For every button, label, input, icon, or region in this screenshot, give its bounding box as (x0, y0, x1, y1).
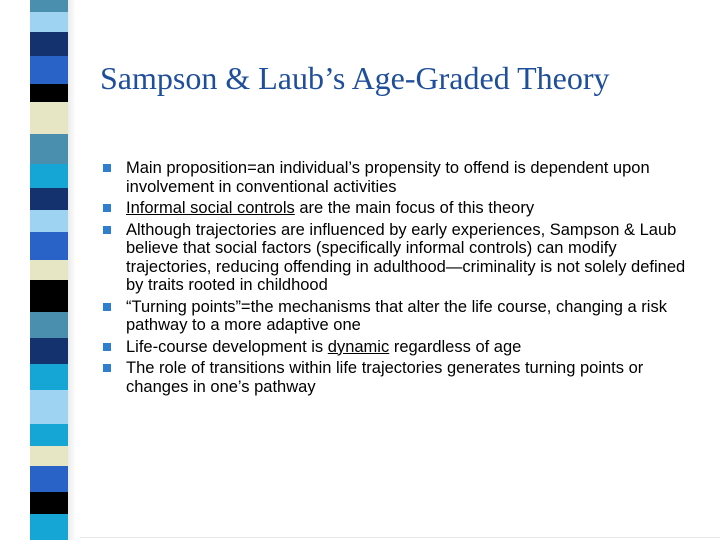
stripe-block (30, 514, 68, 540)
stripe-block (30, 312, 68, 338)
stripe-block (30, 84, 68, 102)
slide-title: Sampson & Laub’s Age-Graded Theory (100, 60, 610, 96)
square-bullet-icon (103, 226, 111, 234)
bullet-item (103, 359, 703, 396)
bottom-divider (80, 537, 720, 538)
stripe-block (30, 56, 68, 84)
stripe-block (30, 188, 68, 210)
bullet-item (103, 199, 703, 218)
stripe-block (30, 134, 68, 164)
stripe-block (30, 260, 68, 280)
stripe-block (30, 12, 68, 32)
bullet-item (103, 298, 703, 335)
square-bullet-icon (103, 364, 111, 372)
stripe-block (30, 364, 68, 390)
bullet-text-underlined: Informal social controls (126, 199, 295, 217)
bullet-text: Main proposition=an individual’s propensity to offend is dependent upon involvement in conventional activities (126, 159, 650, 196)
stripe-block (30, 338, 68, 364)
bullet-text-underlined: dynamic (327, 337, 390, 356)
stripe-block (30, 446, 68, 466)
stripe-block (30, 102, 68, 134)
bullet-text: are the main focus of this theory (294, 199, 535, 217)
bullet-item (103, 338, 703, 357)
stripe-block (30, 424, 68, 446)
bullet-text: Although trajectories are influenced by early experiences, Sampson & Laub believe that social factors (specifically informal controls) can modify trajectories, reducing offending in adulthood—criminality is not solely defined by traits rooted in childhood (126, 220, 686, 294)
bullet-text: The role of transitions within life trajectories generates turning points or changes in one’s pathway (126, 359, 644, 396)
square-bullet-icon (103, 164, 111, 172)
stripe-block (30, 390, 68, 424)
stripe-block (30, 492, 68, 514)
stripe-column (30, 0, 68, 540)
bullet-text: Life-course development is (126, 337, 328, 356)
bullet-item (103, 221, 703, 295)
square-bullet-icon (103, 303, 111, 311)
stripe-block (30, 32, 68, 56)
stripe-block (30, 466, 68, 492)
bullet-list (103, 159, 703, 399)
stripe-block (30, 164, 68, 188)
square-bullet-icon (103, 343, 111, 351)
stripe-shadow (68, 0, 76, 540)
bullet-text: “Turning points”=the mechanisms that alter the life course, changing a risk pathway to a more adaptive one (126, 297, 667, 334)
stripe-block (30, 232, 68, 260)
stripe-block (30, 0, 68, 12)
square-bullet-icon (103, 204, 111, 212)
bullet-item (103, 159, 703, 196)
bullet-text: regardless of age (389, 337, 522, 356)
decorative-stripe (0, 0, 80, 540)
stripe-block (30, 280, 68, 312)
stripe-block (30, 210, 68, 232)
